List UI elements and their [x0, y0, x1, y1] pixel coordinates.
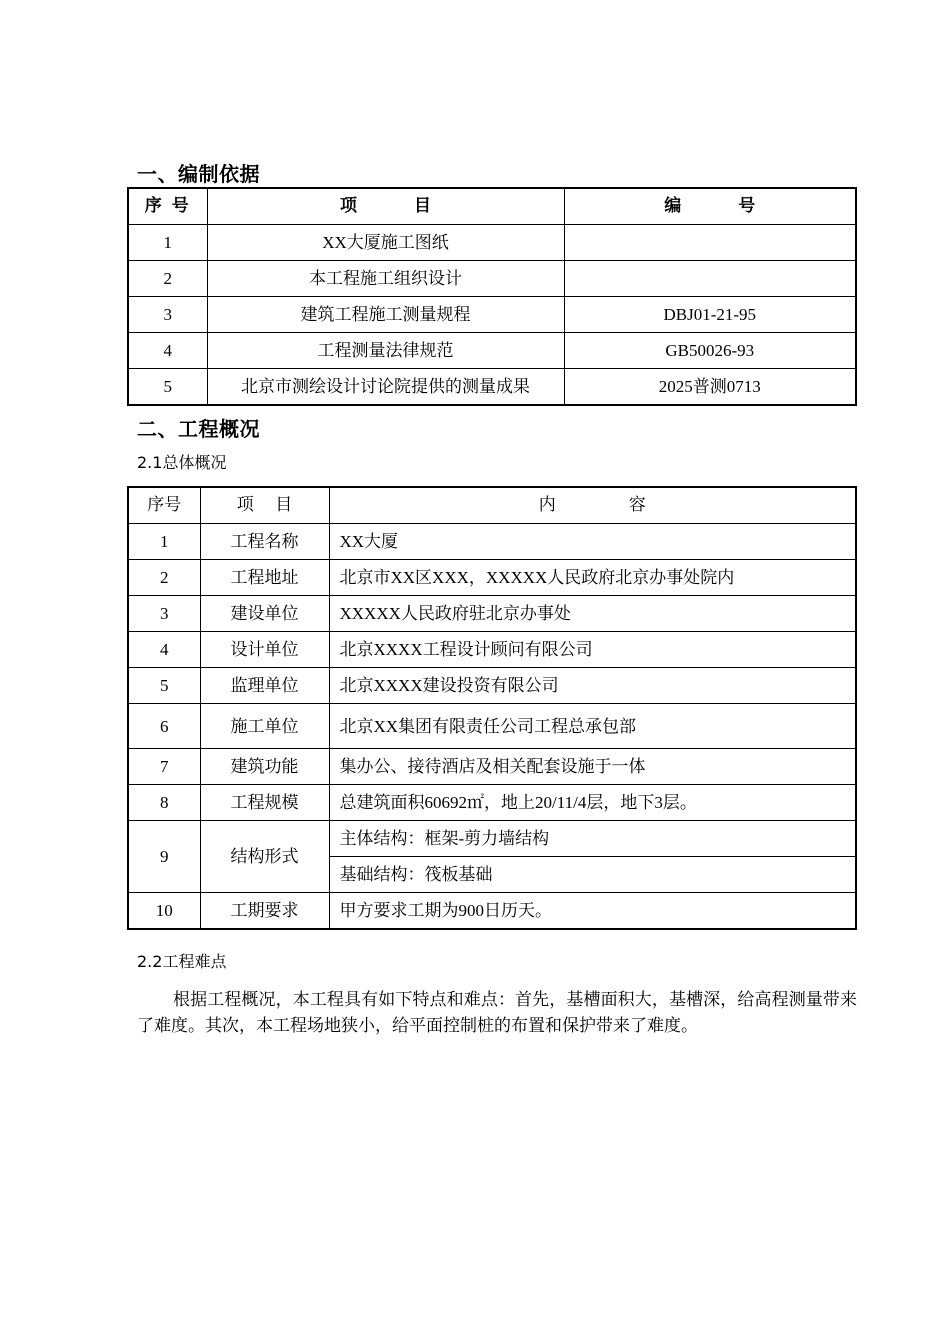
table-row: [128, 333, 856, 369]
header-no: 序号: [128, 487, 200, 524]
row-item: 施工单位: [200, 704, 329, 749]
overview-table: [127, 486, 857, 930]
row-item: XX大厦施工图纸: [207, 225, 564, 261]
row-content: 北京XXXX工程设计顾问有限公司: [329, 632, 856, 668]
row-item: 工期要求: [200, 893, 329, 930]
subsection-difficulty-title: 2.2工程难点: [137, 952, 227, 971]
row-item: 工程地址: [200, 560, 329, 596]
table-header-row: [128, 487, 856, 524]
row-no: 5: [128, 369, 207, 406]
table-row: [128, 225, 856, 261]
row-no: 3: [128, 297, 207, 333]
row-no: 9: [128, 821, 200, 893]
header-item: 项 目: [200, 487, 329, 524]
row-no: 3: [128, 596, 200, 632]
table-row: [128, 297, 856, 333]
row-content: 北京XXXX建设投资有限公司: [329, 668, 856, 704]
row-item: 建设单位: [200, 596, 329, 632]
row-no: 1: [128, 524, 200, 560]
row-no: 6: [128, 704, 200, 749]
row-content-main-structure: 主体结构：框架-剪力墙结构: [329, 821, 856, 857]
header-content: 内 容: [329, 487, 856, 524]
row-no: 2: [128, 560, 200, 596]
row-item: 工程测量法律规范: [207, 333, 564, 369]
table-row: [128, 893, 856, 930]
row-no: 4: [128, 333, 207, 369]
row-item: 结构形式: [200, 821, 329, 893]
row-item: 建筑工程施工测量规程: [207, 297, 564, 333]
row-item: 工程名称: [200, 524, 329, 560]
row-content: XXXXX人民政府驻北京办事处: [329, 596, 856, 632]
row-content: 北京市XX区XXX，XXXXX人民政府北京办事处院内: [329, 560, 856, 596]
table-row: [128, 261, 856, 297]
row-item: 建筑功能: [200, 749, 329, 785]
row-no: 1: [128, 225, 207, 261]
table-row: [128, 632, 856, 668]
table-row: [128, 704, 856, 749]
row-code: [564, 225, 856, 261]
row-item: 工程规模: [200, 785, 329, 821]
row-item: 监理单位: [200, 668, 329, 704]
table-row: [128, 749, 856, 785]
row-no: 8: [128, 785, 200, 821]
section2-title: 二、工程概况: [137, 417, 260, 441]
row-content: 集办公、接待酒店及相关配套设施于一体: [329, 749, 856, 785]
table-row: [128, 785, 856, 821]
table-row: [128, 668, 856, 704]
row-content: XX大厦: [329, 524, 856, 560]
section1-title: 一、编制依据: [137, 162, 260, 186]
table-row: [128, 560, 856, 596]
table-row: [128, 369, 856, 406]
row-item: 本工程施工组织设计: [207, 261, 564, 297]
header-item: 项 目: [207, 188, 564, 225]
difficulty-paragraph: 根据工程概况，本工程具有如下特点和难点：首先，基槽面积大，基槽深，给高程测量带来了难度。其次，本工程场地狭小，给平面控制桩的布置和保护带来了难度。: [137, 990, 857, 1036]
table-row: [128, 596, 856, 632]
header-no: 序 号: [128, 188, 207, 225]
row-no: 2: [128, 261, 207, 297]
row-code: DBJ01-21-95: [564, 297, 856, 333]
row-content: 北京XX集团有限责任公司工程总承包部: [329, 704, 856, 749]
basis-table: [127, 187, 857, 406]
table-header-row: [128, 188, 856, 225]
row-item: 北京市测绘设计讨论院提供的测量成果: [207, 369, 564, 406]
table-row: [128, 821, 856, 857]
row-code: 2025普测0713: [564, 369, 856, 406]
row-no: 4: [128, 632, 200, 668]
row-item: 设计单位: [200, 632, 329, 668]
header-code: 编 号: [564, 188, 856, 225]
row-content: 总建筑面积60692㎡，地上20/11/4层，地下3层。: [329, 785, 856, 821]
row-no: 5: [128, 668, 200, 704]
row-no: 10: [128, 893, 200, 930]
table-row: [128, 524, 856, 560]
row-content: 甲方要求工期为900日历天。: [329, 893, 856, 930]
subsection-overview-title: 2.1总体概况: [137, 453, 227, 472]
row-code: GB50026-93: [564, 333, 856, 369]
row-content-foundation-structure: 基础结构：筏板基础: [329, 857, 856, 893]
row-code: [564, 261, 856, 297]
row-no: 7: [128, 749, 200, 785]
